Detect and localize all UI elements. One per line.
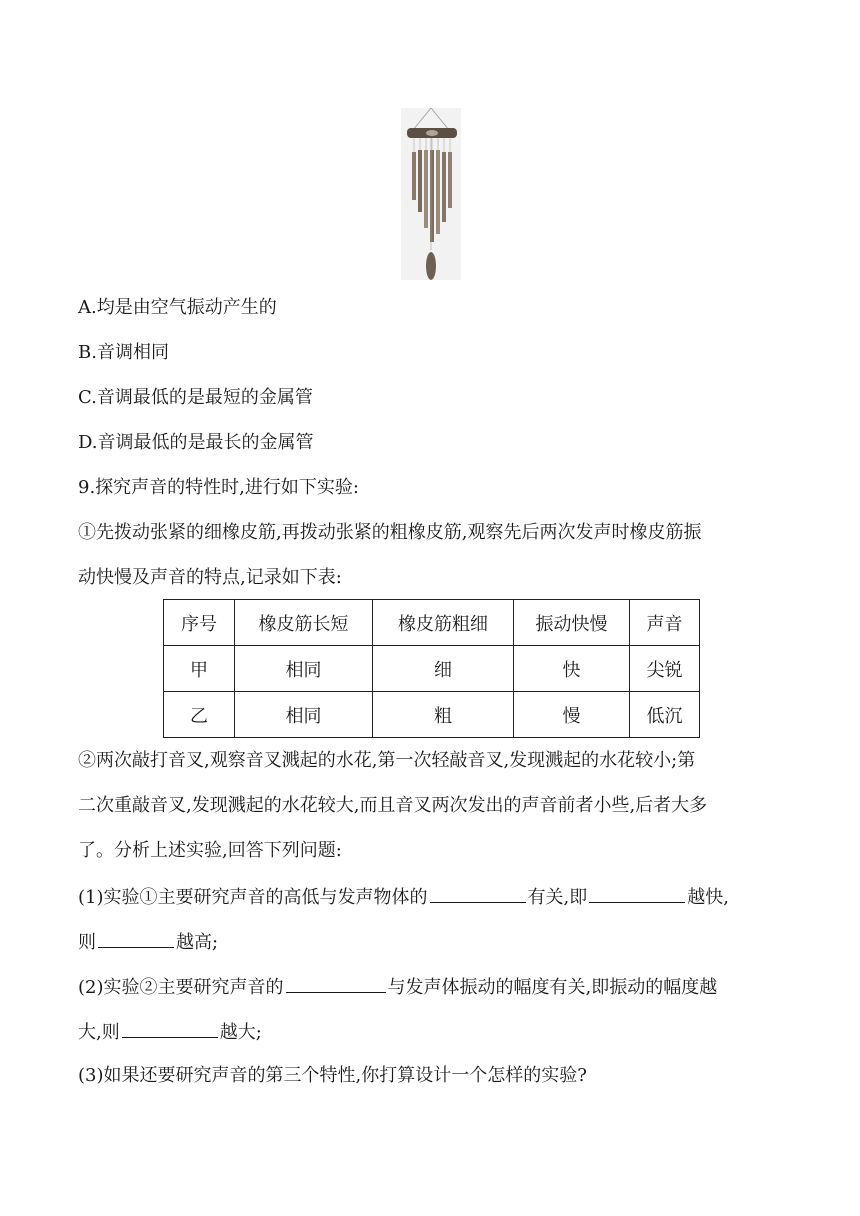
table-cell: 慢 xyxy=(514,692,630,738)
table-header-cell: 振动快慢 xyxy=(514,600,630,646)
experiment-2-text-line-1: ②两次敲打音叉,观察音叉溅起的水花,第一次轻敲音叉,发现溅起的水花较小;第 xyxy=(78,750,696,771)
answer-blank[interactable] xyxy=(286,974,386,993)
subquestion-1-line-2 xyxy=(78,929,218,955)
subquestion-1-text: (1)实验①主要研究声音的高低与发声物体的 xyxy=(78,887,428,908)
subquestion-2-line-1 xyxy=(78,974,717,1000)
answer-blank[interactable] xyxy=(98,929,174,948)
table-header-cell: 声音 xyxy=(630,600,700,646)
table-header-cell: 序号 xyxy=(164,600,235,646)
table-row xyxy=(164,646,700,692)
table-cell: 低沉 xyxy=(630,692,700,738)
table-header-cell: 橡皮筋长短 xyxy=(235,600,373,646)
subquestion-2-text: (2)实验②主要研究声音的 xyxy=(78,977,284,998)
subquestion-1-line-1 xyxy=(78,884,729,910)
subquestion-1-text: 有关,即 xyxy=(527,887,588,908)
experiment-2-text-line-2: 二次重敲音叉,发现溅起的水花较大,而且音叉两次发出的声音前者小些,后者大多 xyxy=(78,795,708,816)
table-cell: 相同 xyxy=(235,646,373,692)
wind-chime-photo xyxy=(401,108,461,280)
option-a: A.均是由空气振动产生的 xyxy=(78,297,277,318)
answer-blank[interactable] xyxy=(122,1019,218,1038)
table-cell: 乙 xyxy=(164,692,235,738)
table-row xyxy=(164,692,700,738)
table-cell: 尖锐 xyxy=(630,646,700,692)
subquestion-2-line-2 xyxy=(78,1019,262,1045)
subquestion-2-text: 大,则 xyxy=(78,1022,120,1043)
option-b: B.音调相同 xyxy=(78,342,169,363)
experiment-2-text-line-3: 了。分析上述实验,回答下列问题: xyxy=(78,840,342,861)
table-cell: 相同 xyxy=(235,692,373,738)
option-c: C.音调最低的是最短的金属管 xyxy=(78,387,313,408)
subquestion-1-text: 则 xyxy=(78,932,96,953)
subquestion-3: (3)如果还要研究声音的第三个特性,你打算设计一个怎样的实验? xyxy=(78,1065,587,1086)
option-d: D.音调最低的是最长的金属管 xyxy=(78,432,314,453)
subquestion-2-text: 越大; xyxy=(219,1022,262,1043)
results-table xyxy=(163,599,700,738)
table-header-row xyxy=(164,600,700,646)
answer-blank[interactable] xyxy=(430,884,526,903)
subquestion-1-text: 越快, xyxy=(687,887,729,908)
answer-blank[interactable] xyxy=(589,884,685,903)
table-cell: 细 xyxy=(373,646,514,692)
table-cell: 甲 xyxy=(164,646,235,692)
subquestion-1-text: 越高; xyxy=(176,932,219,953)
table-cell: 快 xyxy=(514,646,630,692)
question-9-stem: 9.探究声音的特性时,进行如下实验: xyxy=(78,477,359,498)
table-header-cell: 橡皮筋粗细 xyxy=(373,600,514,646)
table-cell: 粗 xyxy=(373,692,514,738)
experiment-1-text-line-1: ①先拨动张紧的细橡皮筋,再拨动张紧的粗橡皮筋,观察先后两次发声时橡皮筋振 xyxy=(78,522,702,543)
subquestion-2-text: 与发声体振动的幅度有关,即振动的幅度越 xyxy=(387,977,718,998)
experiment-1-text-line-2: 动快慢及声音的特点,记录如下表: xyxy=(78,567,342,588)
